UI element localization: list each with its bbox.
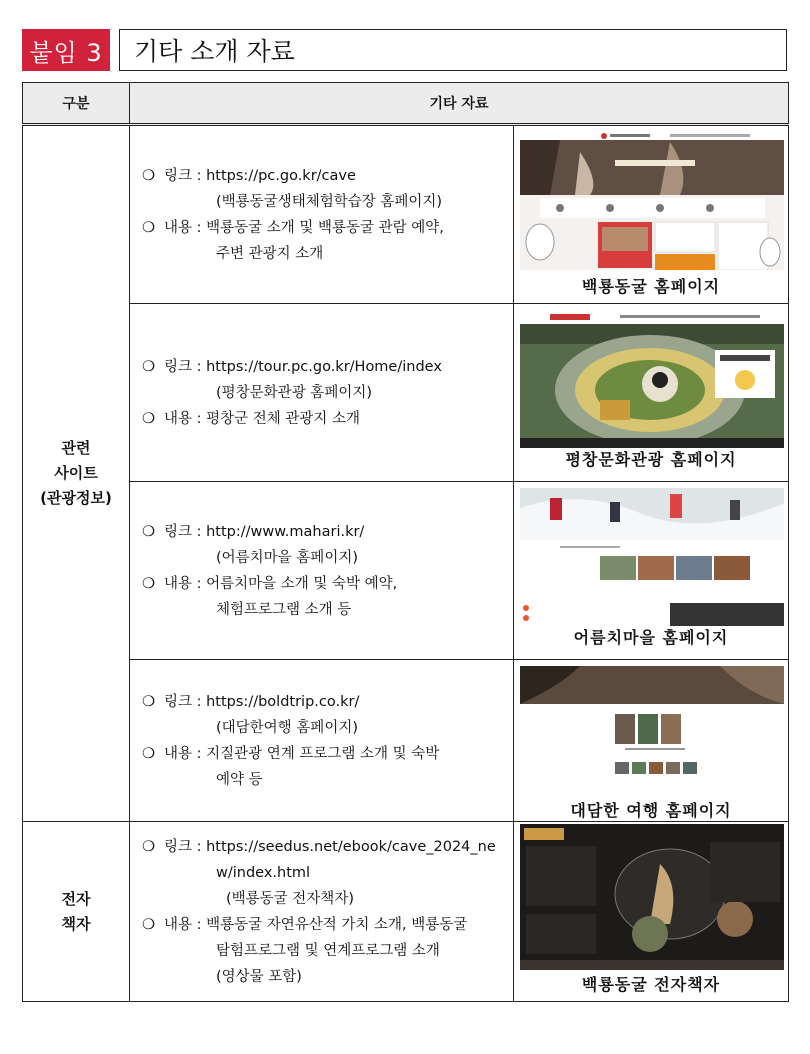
- screenshot-cell: [514, 304, 789, 482]
- bullet-icon: ❍: [142, 219, 155, 236]
- bullet-icon: ❍: [142, 167, 155, 184]
- bullet-icon: ❍: [142, 358, 155, 375]
- website-screenshot-image: [520, 666, 784, 794]
- link-text[interactable]: 링크 : https://seedus.net/ebook/cave_2024_ne: [164, 838, 496, 855]
- link-text[interactable]: 링크 : http://www.mahari.kr/: [164, 523, 365, 540]
- screenshot-cell: [514, 482, 789, 660]
- description-cell: ❍ 링크 : http://www.mahari.kr/ (어름치마을 홈페이지) ❍ 내용 : 어름치마을 소개 및 숙박 예약, 체험프로그램 소개 등: [130, 482, 514, 660]
- bullet-icon: ❍: [142, 523, 155, 540]
- link-text[interactable]: 링크 : https://tour.pc.go.kr/Home/index: [164, 358, 442, 375]
- screenshot-caption: 대담한 여행 홈페이지: [570, 801, 732, 820]
- screenshot-cell: [514, 822, 789, 1002]
- description-cell: ❍ 링크 : https://pc.go.kr/cave (백룡동굴생태체험학습장 홈페이지) ❍ 내용 : 백룡동굴 소개 및 백룡동굴 관람 예약, 주변 관광지 소개: [130, 125, 514, 304]
- table-header-row: [23, 83, 789, 125]
- screenshot-caption: 평창문화관광 홈페이지: [565, 450, 737, 469]
- header-category: 구분: [23, 83, 130, 125]
- link-text[interactable]: 링크 : https://boldtrip.co.kr/: [164, 693, 360, 710]
- header-material: 기타 자료: [130, 83, 789, 125]
- table-row: [23, 482, 789, 660]
- link-text[interactable]: 링크 : https://pc.go.kr/cave: [164, 167, 356, 184]
- table-row: [23, 660, 789, 822]
- screenshot-cell: [514, 125, 789, 304]
- bullet-icon: ❍: [142, 838, 155, 855]
- screenshot-caption: 어름치마을 홈페이지: [573, 628, 729, 647]
- screenshot-caption: 백룡동굴 전자책자: [581, 975, 721, 994]
- bullet-icon: ❍: [142, 916, 155, 933]
- website-screenshot-image: [520, 132, 784, 270]
- description-cell: ❍ 링크 : https://tour.pc.go.kr/Home/index (평창문화관광 홈페이지) ❍ 내용 : 평창군 전체 관광지 소개: [130, 304, 514, 482]
- description-cell: ❍ 링크 : https://boldtrip.co.kr/ (대담한여행 홈페이지) ❍ 내용 : 지질관광 연계 프로그램 소개 및 숙박 예약 등: [130, 660, 514, 822]
- materials-table: [22, 82, 789, 1002]
- website-screenshot-image: [520, 310, 784, 448]
- attachment-badge: 붙임 3: [22, 29, 110, 71]
- ebook-screenshot-image: [520, 824, 784, 970]
- table-row: [23, 822, 789, 1002]
- screenshot-caption: 백룡동굴 홈페이지: [581, 277, 721, 296]
- category-cell-sites: 관련 사이트 (관광정보): [23, 125, 130, 822]
- description-cell: ❍ 링크 : https://seedus.net/ebook/cave_2024_ne w/index.html (백룡동굴 전자책자) ❍ 내용 : 백룡동굴 자연유산적 가치 소개, 백룡동굴 탐험프로그램 및 연계프로그램 소개 (영상물 포함): [130, 822, 514, 1002]
- bullet-icon: ❍: [142, 745, 155, 762]
- bullet-icon: ❍: [142, 410, 155, 427]
- table-row: [23, 125, 789, 304]
- category-cell-ebook: 전자 책자: [23, 822, 130, 1002]
- table-row: [23, 304, 789, 482]
- website-screenshot-image: [520, 488, 784, 626]
- bullet-icon: ❍: [142, 575, 155, 592]
- bullet-icon: ❍: [142, 693, 155, 710]
- page-title: 기타 소개 자료: [119, 29, 787, 71]
- screenshot-cell: [514, 660, 789, 822]
